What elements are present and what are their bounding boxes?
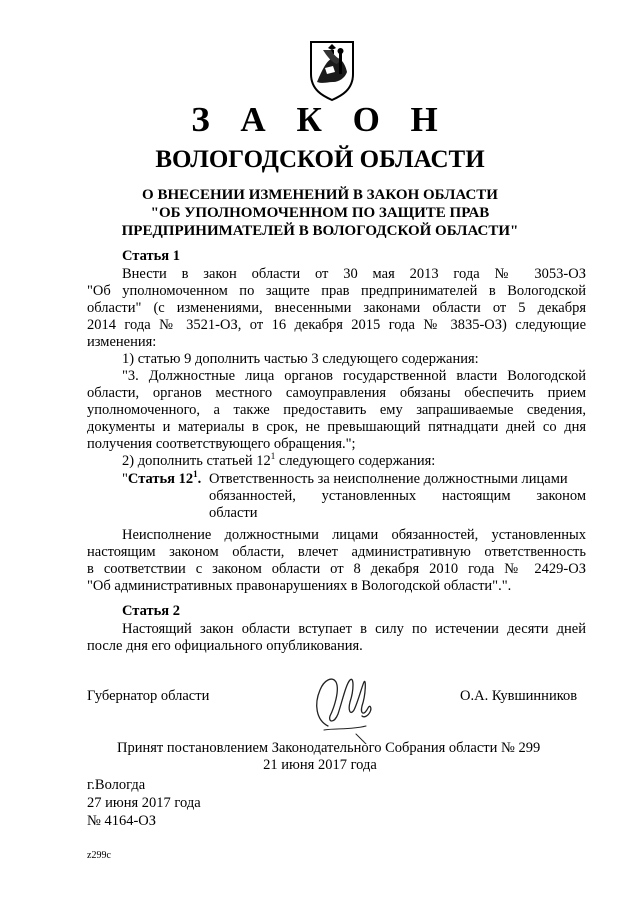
amendment-1-text-line: уполномоченного, а также предоставить ему запрашиваемые сведения, bbox=[87, 402, 586, 418]
article-2-heading: Статья 2 bbox=[122, 603, 180, 619]
amendment-1-text-line: получения соответствующего обращения."; bbox=[87, 436, 356, 452]
new-article-text-line: в соответствии с законом области от 8 декабря 2010 года № 2429-ОЗ bbox=[87, 561, 586, 577]
amendment-item-2 bbox=[122, 453, 435, 470]
document-title: З А К О Н bbox=[191, 100, 449, 139]
article-2-text-line: после дня его официального опубликования. bbox=[87, 638, 363, 654]
subtitle-line-2: "ОБ УПОЛНОМОЧЕННОМ ПО ЗАЩИТЕ ПРАВ bbox=[150, 205, 490, 221]
new-article-text-line: "Об административных правонарушениях в Вологодской области".". bbox=[87, 578, 512, 594]
law-number: № 4164-ОЗ bbox=[87, 813, 157, 829]
handwritten-signature bbox=[306, 664, 378, 744]
article-1-heading: Статья 1 bbox=[122, 248, 180, 264]
new-article-dot: . bbox=[197, 471, 202, 487]
amendment-1-text-line: документы и материалы в срок, не превышающий пятнадцати дней со дня bbox=[87, 419, 586, 435]
new-article-text-line: настоящим законом области, влечет административную ответственность bbox=[87, 544, 586, 560]
document-code: z299c bbox=[87, 850, 111, 861]
new-article-heading bbox=[122, 471, 201, 488]
new-article-title-line: области bbox=[209, 505, 258, 521]
amendment-1-text-line: "3. Должностные лица органов государственной власти Вологодской bbox=[122, 368, 586, 384]
article-1-intro-line: "Об уполномоченном по защите прав предпринимателей в Вологодской bbox=[87, 283, 586, 299]
adoption-date: 21 июня 2017 года bbox=[263, 757, 377, 773]
new-article-label: Статья 12 bbox=[127, 471, 194, 487]
amendment-item-1: 1) статью 9 дополнить частью 3 следующего содержания: bbox=[122, 351, 479, 367]
new-article-title-line: Ответственность за неисполнение должностными лицами bbox=[209, 471, 568, 487]
article-1-intro-line: изменения: bbox=[87, 334, 157, 350]
quote-mark: " bbox=[122, 471, 128, 487]
governor-name: О.А. Кувшинников bbox=[460, 688, 578, 704]
amendment-item-2-text: следующего содержания: bbox=[275, 453, 436, 469]
adoption-line: Принят постановлением Законодательного Собрания области № 299 bbox=[117, 740, 541, 756]
new-article-title-line: обязанностей, установленных настоящим законом bbox=[209, 488, 586, 504]
region-title: ВОЛОГОДСКОЙ ОБЛАСТИ bbox=[155, 146, 485, 173]
article-1-intro-line: области" (с изменениями, внесенными законами области от 5 декабря bbox=[87, 300, 586, 316]
article-2-text-line: Настоящий закон области вступает в силу по истечении десяти дней bbox=[122, 621, 586, 637]
subtitle-line-1: О ВНЕСЕНИИ ИЗМЕНЕНИЙ В ЗАКОН ОБЛАСТИ bbox=[142, 187, 498, 203]
amendment-item-2-text: 2) дополнить статьей 12 bbox=[122, 453, 271, 469]
subtitle-line-3: ПРЕДПРИНИМАТЕЛЕЙ В ВОЛОГОДСКОЙ ОБЛАСТИ" bbox=[121, 223, 519, 239]
city: г.Вологда bbox=[87, 777, 146, 793]
coat-of-arms-emblem bbox=[303, 38, 361, 102]
amendment-1-text-line: области, органов местного самоуправления обязаны обеспечить прием bbox=[87, 385, 586, 401]
governor-label: Губернатор области bbox=[87, 688, 210, 704]
superscript: 1 bbox=[270, 451, 276, 462]
article-1-intro-line: 2014 года № 3521-ОЗ, от 16 декабря 2015 года № 3835-ОЗ) следующие bbox=[87, 317, 586, 333]
article-1-intro-line: Внести в закон области от 30 мая 2013 года № 3053-ОЗ bbox=[122, 266, 586, 282]
signing-date: 27 июня 2017 года bbox=[87, 795, 201, 811]
superscript: 1 bbox=[193, 469, 198, 480]
new-article-text-line: Неисполнение должностными лицами обязанностей, установленных bbox=[122, 527, 586, 543]
